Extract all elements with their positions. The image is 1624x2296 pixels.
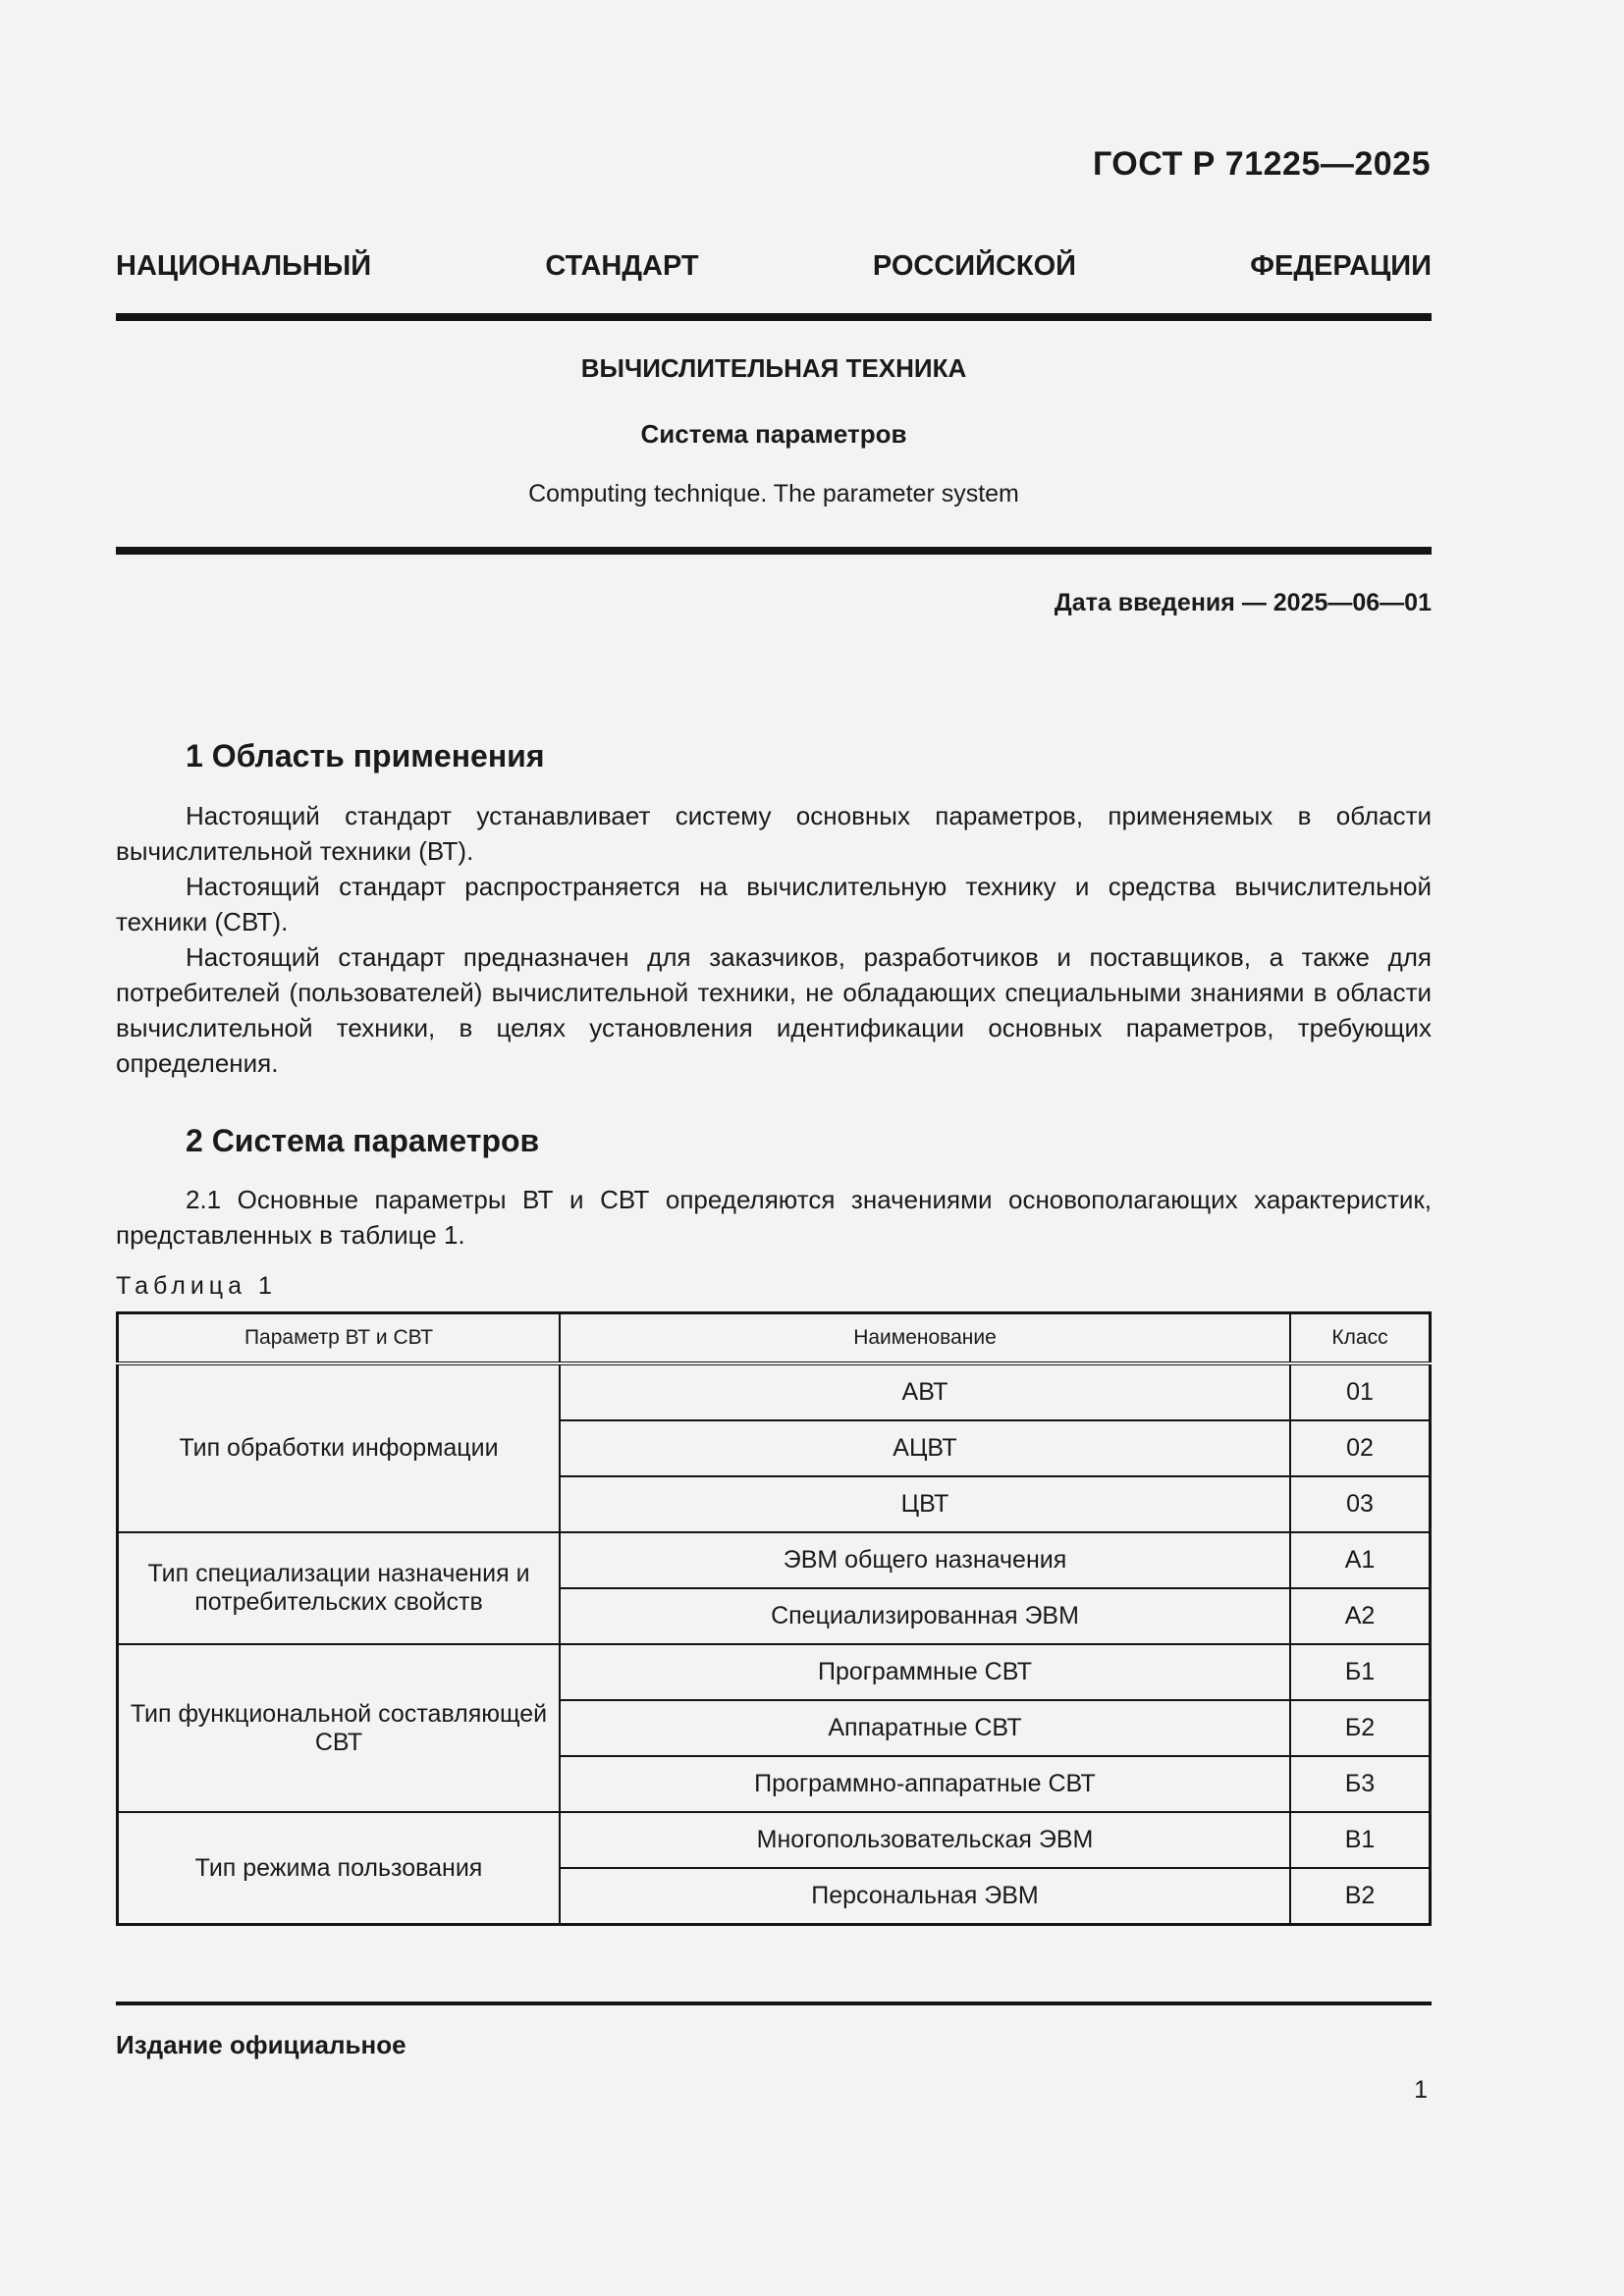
column-header-name: Наименование xyxy=(560,1313,1290,1364)
page-number: 1 xyxy=(1414,2076,1428,2104)
section-1-paragraph: Настоящий стандарт устанавливает систему основных параметров, применяемых в области вычислительной техники (ВТ). xyxy=(116,801,1432,866)
section-2-paragraph: 2.1 Основные параметры ВТ и СВТ определяются значениями основополагающих характеристик, представленных в таблице 1. xyxy=(116,1185,1432,1250)
name-cell: Программно-аппаратные СВТ xyxy=(560,1756,1290,1812)
class-cell: А2 xyxy=(1290,1588,1431,1644)
document-title: ВЫЧИСЛИТЕЛЬНАЯ ТЕХНИКА xyxy=(580,353,967,383)
class-cell: 03 xyxy=(1290,1476,1431,1532)
edition-label: Издание официальное xyxy=(116,2030,406,2059)
class-cell: А1 xyxy=(1290,1532,1431,1588)
name-cell: Персональная ЭВМ xyxy=(560,1868,1290,1925)
name-cell: АЦВТ xyxy=(560,1420,1290,1476)
class-cell: В1 xyxy=(1290,1812,1431,1868)
class-cell: 02 xyxy=(1290,1420,1431,1476)
table-caption: Таблица 1 xyxy=(116,1272,277,1300)
national-standard-banner: НАЦИОНАЛЬНЫЙ СТАНДАРТ РОССИЙСКОЙ ФЕДЕРАЦИИ xyxy=(116,250,1432,282)
document-code: ГОСТ Р 71225—2025 xyxy=(1092,145,1431,183)
introduction-date: Дата введения — 2025—06—01 xyxy=(1054,589,1432,616)
column-header-parameter: Параметр ВТ и СВТ xyxy=(118,1313,561,1364)
table-row xyxy=(118,1812,1431,1868)
name-cell: АВТ xyxy=(560,1363,1290,1420)
section-1-heading: 1 Область применения xyxy=(186,738,545,774)
name-cell: ЭВМ общего назначения xyxy=(560,1532,1290,1588)
title-rule xyxy=(116,547,1432,555)
table-row xyxy=(118,1532,1431,1588)
footer-rule xyxy=(116,2002,1432,2005)
table-row xyxy=(118,1644,1431,1700)
class-cell: Б1 xyxy=(1290,1644,1431,1700)
class-cell: Б3 xyxy=(1290,1756,1431,1812)
table-row xyxy=(118,1363,1431,1420)
name-cell: ЦВТ xyxy=(560,1476,1290,1532)
parameter-cell: Тип функциональной составляющей СВТ xyxy=(118,1644,561,1812)
class-cell: Б2 xyxy=(1290,1700,1431,1756)
document-subtitle: Система параметров xyxy=(640,419,907,449)
table-header-row xyxy=(118,1313,1431,1364)
name-cell: Многопользовательская ЭВМ xyxy=(560,1812,1290,1868)
parameter-cell: Тип режима пользования xyxy=(118,1812,561,1925)
parameter-cell: Тип обработки информации xyxy=(118,1363,561,1532)
class-cell: 01 xyxy=(1290,1363,1431,1420)
header-rule xyxy=(116,313,1432,321)
column-header-class: Класс xyxy=(1290,1313,1431,1364)
parameter-cell: Тип специализации назначения и потребительских свойств xyxy=(118,1532,561,1644)
section-1-paragraph: Настоящий стандарт распространяется на вычислительную технику и средства вычислительной техники (СВТ). xyxy=(116,872,1432,936)
name-cell: Программные СВТ xyxy=(560,1644,1290,1700)
name-cell: Аппаратные СВТ xyxy=(560,1700,1290,1756)
document-title-english: Computing technique. The parameter system xyxy=(528,480,1019,507)
name-cell: Специализированная ЭВМ xyxy=(560,1588,1290,1644)
parameters-table xyxy=(116,1311,1432,1926)
section-2-heading: 2 Система параметров xyxy=(186,1123,540,1158)
class-cell: В2 xyxy=(1290,1868,1431,1925)
section-1-paragraph: Настоящий стандарт предназначен для заказчиков, разработчиков и поставщиков, а также для потребителей (пользователей) вычислительной техники, не обладающих специальными знаниями в области вычислительной техники, в целях установления идентификации основных параметров, требующих определения. xyxy=(116,942,1432,1078)
